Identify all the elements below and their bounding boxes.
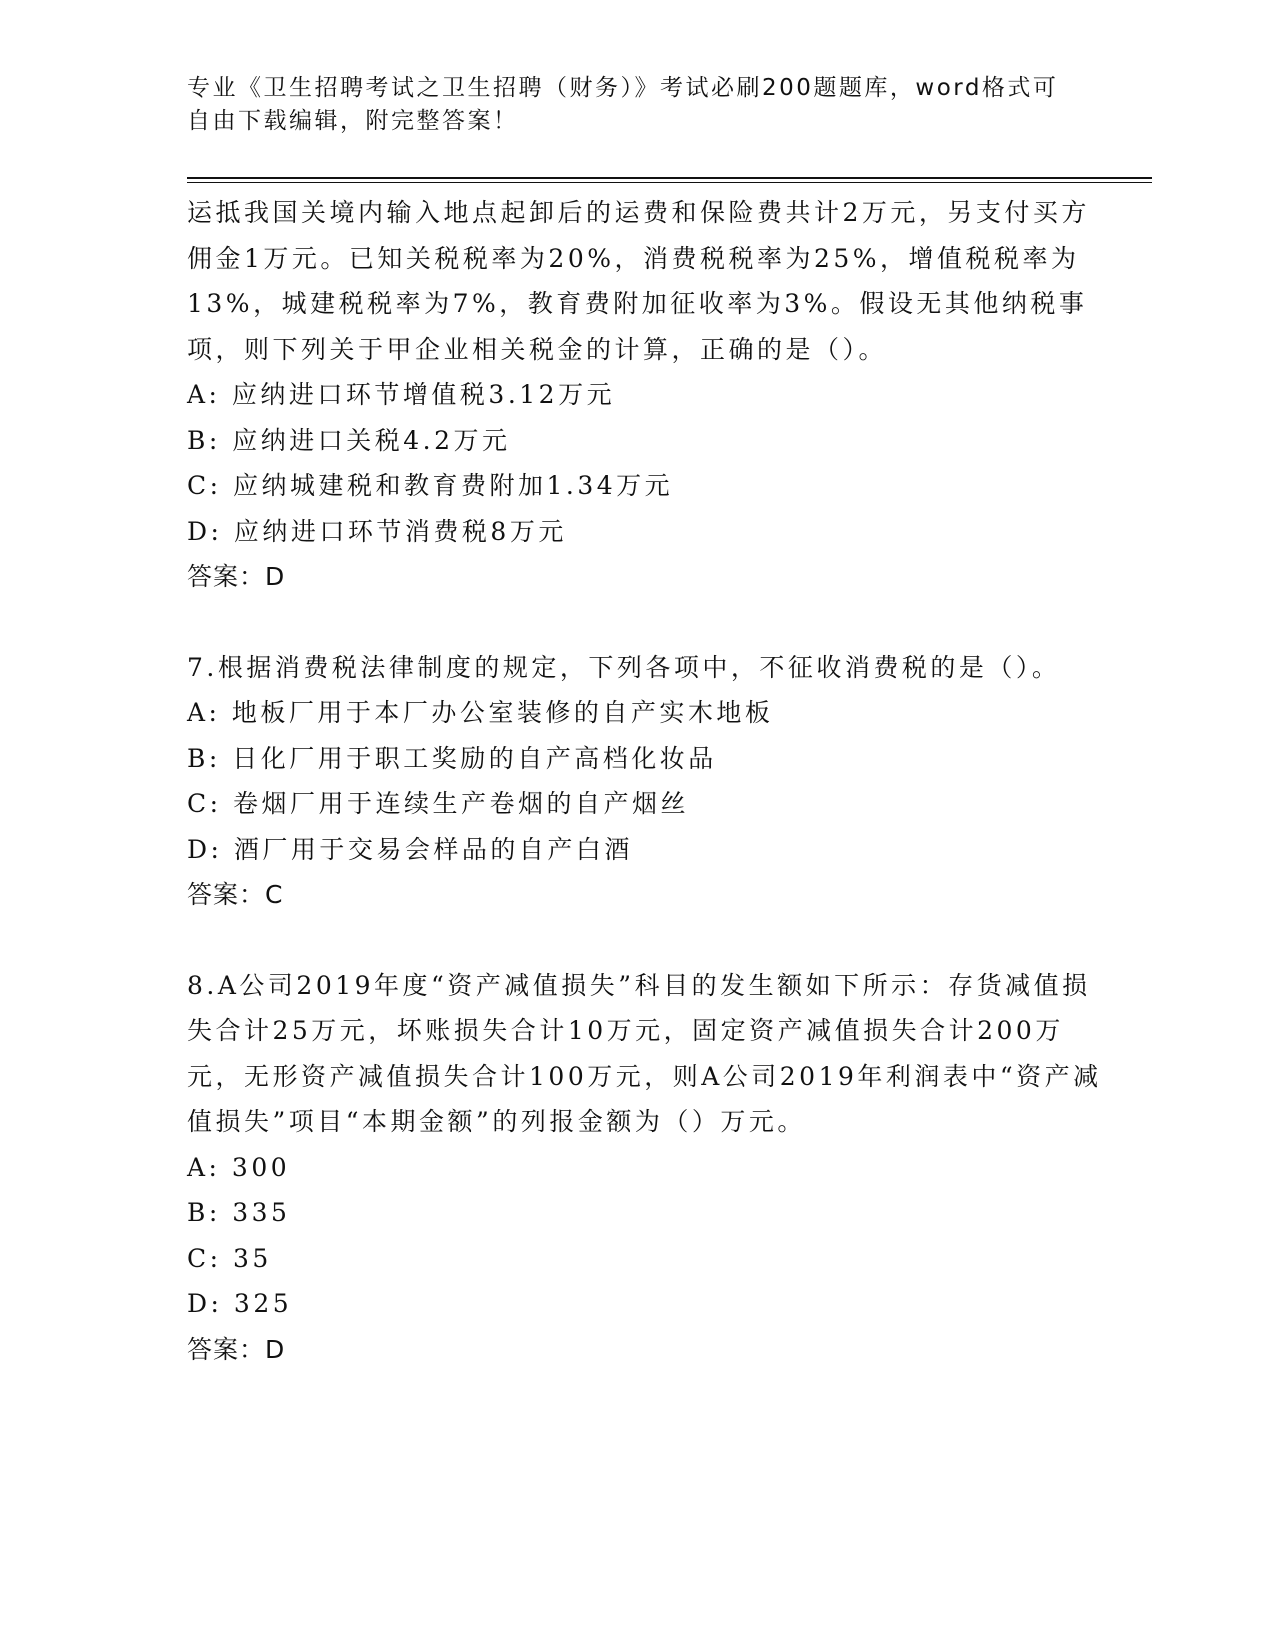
question-stem: 7.根据消费税法律制度的规定，下列各项中，不征收消费税的是（）。 <box>187 652 1061 682</box>
question-block <box>187 963 1107 1373</box>
option-c: C: 35 <box>187 1243 272 1273</box>
document-header-title: 专业《卫生招聘考试之卫生招聘（财务）》考试必刷200题题库，word格式可自由下载编辑，附完整答案！ <box>187 75 1059 134</box>
answer-line: 答案：D <box>187 1334 286 1364</box>
answer-line: 答案：C <box>187 880 284 909</box>
option-d: D: 酒厂用于交易会样品的自产白酒 <box>187 834 633 864</box>
question-stem: 运抵我国关境内输入地点起卸后的运费和保险费共计2万元，另支付买方佣金1万元。已知关税税率为20%，消费税税率为25%，增值税税率为13%，城建税税率为7%，教育费附加征收率为3%。假设无其他纳税事项，则下列关于甲企业相关税金的计算，正确的是（）。 <box>187 198 1090 364</box>
option-a: A: 300 <box>187 1152 291 1182</box>
option-c: C: 应纳城建税和教育费附加1.34万元 <box>187 471 674 500</box>
question-spacer <box>187 600 1107 645</box>
option-a: A: 应纳进口环节增值税3.12万元 <box>187 380 616 409</box>
question-block <box>187 190 1107 600</box>
header-divider-thin <box>187 182 1152 183</box>
answer-line: 答案：D <box>187 562 286 591</box>
question-stem: 8.A公司2019年度“资产减值损失”科目的发生额如下所示：存货减值损失合计25万元，坏账损失合计10万元，固定资产减值损失合计200万元，无形资产减值损失合计100万元，则A公司2019年利润表中“资产减值损失”项目“本期金额”的列报金额为（）万元。 <box>187 970 1102 1136</box>
option-a: A: 地板厂用于本厂办公室装修的自产实木地板 <box>187 698 774 727</box>
option-b: B: 335 <box>187 1198 291 1227</box>
question-list <box>187 190 1107 1372</box>
option-b: B: 应纳进口关税4.2万元 <box>187 425 511 455</box>
question-block <box>187 645 1107 918</box>
option-d: D: 应纳进口环节消费税8万元 <box>187 516 567 546</box>
question-spacer <box>187 918 1107 963</box>
header-divider-thick <box>187 177 1152 179</box>
option-b: B: 日化厂用于职工奖励的自产高档化妆品 <box>187 743 717 773</box>
option-c: C: 卷烟厂用于连续生产卷烟的自产烟丝 <box>187 789 689 818</box>
option-d: D: 325 <box>187 1289 293 1318</box>
